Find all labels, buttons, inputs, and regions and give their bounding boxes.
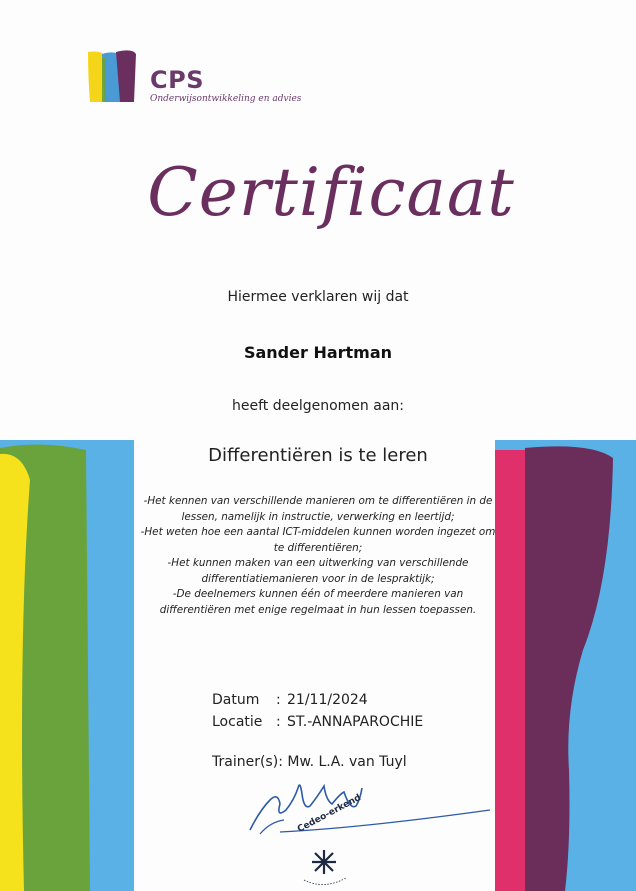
- date-label: Datum: [212, 692, 260, 708]
- logo-name: CPS: [150, 66, 204, 94]
- goal-line: lessen, namelijk in instructie, verwerking en leertijd;: [181, 510, 455, 523]
- trainer-value: Mw. L.A. van Tuyl: [287, 754, 407, 770]
- date-value: 21/11/2024: [287, 692, 368, 708]
- right-color-bands: [495, 440, 636, 891]
- goal-line: -Het weten hoe een aantal ICT-middelen kunnen worden ingezet om: [140, 526, 496, 538]
- intro-text: Hiermee verklaren wij dat: [227, 289, 409, 305]
- left-color-bands: [0, 440, 134, 891]
- trainer-row: [212, 754, 407, 770]
- stamp-text: Cedeo-erkend: [296, 792, 363, 835]
- participation-text: heeft deelgenomen aan:: [232, 398, 404, 414]
- cedeo-stamp-icon: [284, 822, 374, 891]
- goal-line: -Het kennen van verschillende manieren om te differentiëren in de: [143, 495, 493, 507]
- goal-line: differentiëren met enige regelmaat in hun lessen toepassen.: [159, 603, 477, 616]
- date-separator: :: [276, 692, 281, 708]
- trainer-separator: :: [278, 754, 283, 770]
- learning-goals: [136, 494, 500, 618]
- logo-tagline: Onderwijsontwikkeling en advies: [150, 94, 302, 104]
- location-separator: :: [276, 714, 281, 730]
- location-value: ST.-ANNAPAROCHIE: [287, 714, 424, 730]
- certificate-title: Certificaat: [147, 154, 515, 231]
- cps-logo-mark: [86, 48, 138, 104]
- goal-line: te differentiëren;: [273, 541, 363, 554]
- goal-line: -De deelnemers kunnen één of meerdere manieren van: [172, 588, 464, 600]
- trainer-label: Trainer(s): [212, 754, 279, 770]
- recipient-name: Sander Hartman: [243, 343, 393, 362]
- location-label: Locatie: [212, 714, 263, 730]
- course-title: Differentiëren is te leren: [208, 445, 428, 466]
- goal-line: -Het kunnen maken van een uitwerking van verschillende: [167, 557, 469, 569]
- goal-line: differentiatiemanieren voor in de lespraktijk;: [201, 572, 435, 585]
